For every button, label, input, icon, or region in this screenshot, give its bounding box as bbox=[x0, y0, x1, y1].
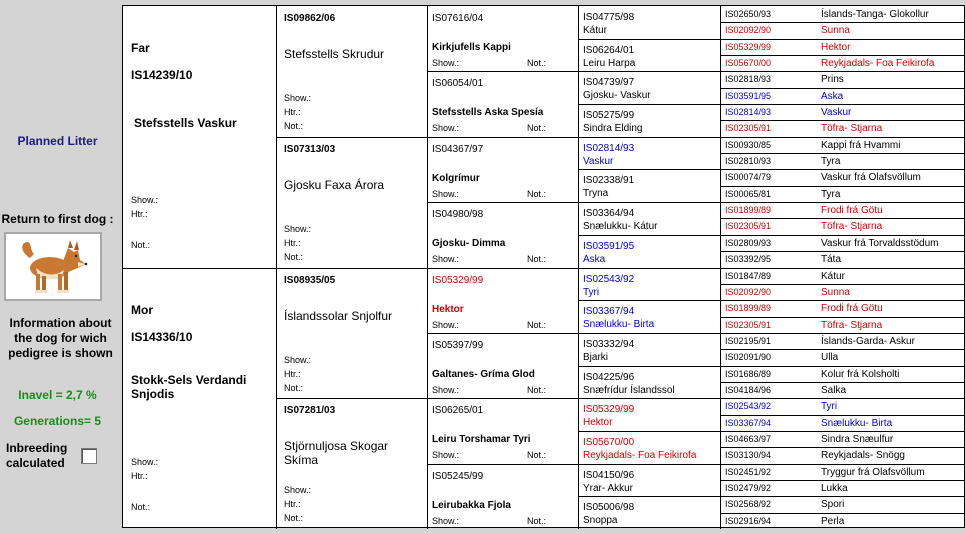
gen4-name[interactable]: Bjarki bbox=[583, 351, 609, 363]
gen5-reg: IS05670/00 bbox=[725, 58, 772, 69]
show-label: Show.: bbox=[432, 188, 460, 199]
htr-label: Htr.: bbox=[284, 499, 301, 510]
gen5-cell-27 bbox=[720, 447, 965, 463]
gen3-reg: IS06054/01 bbox=[432, 78, 484, 90]
row-divider bbox=[720, 447, 965, 448]
gen5-cell-8 bbox=[720, 137, 965, 153]
not-label: Not.: bbox=[527, 450, 547, 461]
row-divider bbox=[720, 284, 965, 285]
gen5-cell-12 bbox=[720, 202, 965, 218]
gen5-cell-3 bbox=[720, 55, 965, 71]
gen4-cell-2 bbox=[578, 71, 720, 104]
gen4-name[interactable]: Gjosku- Vaskur bbox=[583, 90, 651, 102]
gen5-reg: IS00074/79 bbox=[725, 172, 772, 183]
row-divider bbox=[276, 268, 427, 269]
row-divider bbox=[720, 137, 965, 138]
gen5-name[interactable]: Töfra- Stjarna bbox=[821, 221, 883, 233]
gen3-reg: IS04980/98 bbox=[432, 209, 484, 221]
row-divider bbox=[720, 513, 965, 514]
row-divider bbox=[427, 202, 578, 203]
row-divider bbox=[720, 169, 965, 170]
gen5-cell-4 bbox=[720, 71, 965, 87]
show-label: Show.: bbox=[284, 223, 312, 234]
gen5-name[interactable]: Táta bbox=[821, 254, 842, 266]
gen5-name[interactable]: Snælukku- Birta bbox=[821, 417, 893, 429]
gen4-reg: IS02543/92 bbox=[583, 273, 635, 285]
gen5-name[interactable]: Sunna bbox=[821, 25, 850, 37]
gen4-name[interactable]: Sindra Elding bbox=[583, 123, 643, 135]
gen5-reg: IS01899/89 bbox=[725, 303, 772, 314]
gen5-name[interactable]: Vaskur bbox=[821, 107, 852, 119]
gen4-name[interactable]: Leiru Harpa bbox=[583, 57, 636, 69]
parent-name[interactable]: Stefsstells Vaskur bbox=[134, 116, 237, 130]
gen5-cell-0 bbox=[720, 6, 965, 22]
row-divider bbox=[578, 104, 720, 105]
gen5-name[interactable]: Íslands-Garda- Askur bbox=[821, 335, 915, 347]
not-label: Not.: bbox=[131, 240, 151, 250]
gen3-cell-3 bbox=[427, 202, 578, 267]
gen5-reg: IS05329/99 bbox=[725, 41, 772, 52]
row-divider bbox=[427, 464, 578, 465]
gen4-reg: IS04775/98 bbox=[583, 12, 635, 23]
generations-value: Generations= 5 bbox=[13, 414, 102, 428]
gen5-reg: IS02814/93 bbox=[725, 107, 772, 118]
row-divider bbox=[720, 153, 965, 154]
gen3-reg: IS05397/99 bbox=[432, 339, 484, 351]
gen5-reg: IS02543/92 bbox=[725, 401, 772, 412]
row-divider bbox=[720, 333, 965, 334]
gen5-name[interactable]: Frodi frá Götu bbox=[821, 205, 883, 217]
gen5-name[interactable]: Perla bbox=[821, 515, 845, 527]
gen4-cell-14 bbox=[578, 464, 720, 497]
gen5-cell-20 bbox=[720, 333, 965, 349]
gen5-reg: IS02479/92 bbox=[725, 482, 772, 493]
gen2-cell-1 bbox=[276, 137, 427, 268]
gen4-name[interactable]: Kátur bbox=[583, 25, 607, 36]
gen4-reg: IS05275/99 bbox=[583, 110, 635, 122]
gen4-name[interactable]: Vaskur bbox=[583, 155, 614, 167]
gen5-name[interactable]: Reykjadals- Foa Feikirofa bbox=[821, 58, 935, 70]
gen4-cell-0 bbox=[578, 6, 720, 39]
row-divider bbox=[276, 398, 427, 399]
not-label: Not.: bbox=[527, 254, 547, 265]
row-divider bbox=[578, 39, 720, 40]
gen5-name[interactable]: Íslands-Tanga- Glokollur bbox=[821, 9, 929, 20]
row-divider bbox=[720, 317, 965, 318]
grandparent-name[interactable]: Stjörnuljosa Skogar Skíma bbox=[284, 439, 389, 468]
gen3-name[interactable]: Galtanes- Gríma Glod bbox=[432, 368, 535, 380]
gen4-name[interactable]: Tyri bbox=[583, 286, 600, 298]
gen5-reg: IS02195/91 bbox=[725, 335, 772, 346]
show-label: Show.: bbox=[432, 123, 460, 134]
gen5-reg: IS02451/92 bbox=[725, 466, 772, 477]
gen5-name[interactable]: Sindra Snæulfur bbox=[821, 433, 894, 445]
gen5-name[interactable]: Hektor bbox=[821, 41, 851, 53]
grandparent-reg: IS07313/03 bbox=[284, 143, 336, 155]
show-label: Show.: bbox=[284, 485, 312, 496]
row-divider bbox=[720, 366, 965, 367]
row-divider bbox=[578, 202, 720, 203]
gen4-cell-5 bbox=[578, 169, 720, 202]
gen4-name[interactable]: Hektor bbox=[583, 417, 613, 429]
gen5-reg: IS02092/90 bbox=[725, 286, 772, 297]
row-divider bbox=[427, 268, 578, 269]
not-label: Not.: bbox=[284, 513, 304, 524]
gen3-reg: IS04367/97 bbox=[432, 143, 484, 155]
gen3-name[interactable]: Leiru Torshamar Tyri bbox=[432, 434, 531, 446]
gen5-cell-9 bbox=[720, 153, 965, 169]
gen5-cell-23 bbox=[720, 382, 965, 398]
gen4-name[interactable]: Snæfrídur Íslandssol bbox=[583, 384, 675, 396]
htr-label: Htr.: bbox=[284, 237, 301, 248]
row-divider bbox=[427, 398, 578, 399]
gen3-reg: IS06265/01 bbox=[432, 405, 484, 417]
gen4-reg: IS04150/96 bbox=[583, 469, 635, 481]
inbreeding-checkbox[interactable] bbox=[81, 448, 97, 464]
not-label: Not.: bbox=[527, 319, 547, 330]
planned-litter-link[interactable]: Planned Litter bbox=[17, 134, 98, 148]
row-divider bbox=[720, 464, 965, 465]
gen4-reg: IS04225/96 bbox=[583, 371, 635, 383]
gen5-name[interactable]: Frodi frá Götu bbox=[821, 303, 883, 315]
show-label: Show.: bbox=[432, 254, 460, 265]
row-divider bbox=[276, 137, 427, 138]
not-label: Not.: bbox=[527, 515, 547, 526]
gen5-name[interactable]: Töfra- Stjarna bbox=[821, 123, 883, 135]
row-divider bbox=[427, 333, 578, 334]
inbreeding-calculated-label bbox=[6, 441, 115, 471]
row-divider bbox=[720, 251, 965, 252]
htr-label: Htr.: bbox=[131, 470, 148, 481]
gen4-cell-11 bbox=[578, 366, 720, 399]
parent-role: Mor bbox=[131, 302, 153, 317]
not-label: Not.: bbox=[527, 384, 547, 395]
show-label: Show.: bbox=[432, 58, 460, 68]
not-label: Not.: bbox=[527, 188, 547, 199]
gen5-reg: IS03367/94 bbox=[725, 417, 772, 428]
gen3-cell-2 bbox=[427, 137, 578, 202]
not-label: Not.: bbox=[527, 123, 547, 134]
gen5-reg: IS02091/90 bbox=[725, 352, 772, 363]
show-label: Show.: bbox=[432, 515, 460, 526]
htr-label: Htr.: bbox=[131, 209, 148, 219]
return-to-first-dog-label: Return to first dog : bbox=[1, 212, 114, 226]
gen5-cell-25 bbox=[720, 415, 965, 431]
row-divider bbox=[578, 431, 720, 432]
not-label: Not.: bbox=[284, 251, 304, 262]
gen5-reg: IS03392/95 bbox=[725, 254, 772, 265]
gen5-name[interactable]: Vaskur frá Olafsvöllum bbox=[821, 172, 921, 184]
grandparent-name[interactable]: Stefsstells Skrudur bbox=[284, 47, 385, 61]
row-divider bbox=[578, 398, 720, 399]
gen5-cell-28 bbox=[720, 464, 965, 480]
gen4-reg: IS05329/99 bbox=[583, 404, 635, 416]
not-label: Not.: bbox=[131, 501, 151, 512]
row-divider bbox=[720, 202, 965, 203]
gen3-name[interactable]: Stefsstells Aska Spesía bbox=[432, 107, 544, 119]
gen5-reg: IS02650/93 bbox=[725, 9, 772, 19]
gen5-cell-29 bbox=[720, 480, 965, 496]
gen4-name[interactable]: Aska bbox=[583, 253, 606, 265]
not-label: Not.: bbox=[284, 382, 304, 393]
gen5-cell-7 bbox=[720, 120, 965, 136]
gen5-reg: IS01686/89 bbox=[725, 368, 772, 379]
gen4-cell-1 bbox=[578, 39, 720, 72]
gen4-reg: IS02814/93 bbox=[583, 142, 635, 154]
gen5-name[interactable]: Sunna bbox=[821, 286, 850, 298]
row-divider bbox=[720, 71, 965, 72]
gen3-name[interactable]: Kolgrímur bbox=[432, 172, 480, 184]
gen4-reg: IS03367/94 bbox=[583, 306, 635, 318]
gen5-cell-15 bbox=[720, 251, 965, 267]
row-divider bbox=[720, 186, 965, 187]
gen3-cell-0 bbox=[427, 6, 578, 71]
gen5-name[interactable]: Prins bbox=[821, 74, 844, 86]
gen5-name[interactable]: Vaskur frá Torvaldsstödum bbox=[821, 237, 939, 249]
gen5-name[interactable]: Ulla bbox=[821, 352, 839, 364]
gen5-cell-31 bbox=[720, 513, 965, 529]
gen4-name[interactable]: Tryna bbox=[583, 188, 609, 200]
row-divider bbox=[720, 120, 965, 121]
parent-reg: IS14239/10 bbox=[131, 68, 193, 82]
gen5-reg: IS02809/93 bbox=[725, 237, 772, 248]
gen3-cell-1 bbox=[427, 71, 578, 136]
gen1-cell-0 bbox=[123, 6, 276, 268]
gen4-cell-6 bbox=[578, 202, 720, 235]
row-divider bbox=[720, 235, 965, 236]
gen4-cell-9 bbox=[578, 300, 720, 333]
row-divider bbox=[720, 382, 965, 383]
gen4-name[interactable]: Snoppa bbox=[583, 515, 618, 527]
gen4-cell-4 bbox=[578, 137, 720, 170]
grandparent-reg: IS07281/03 bbox=[284, 405, 336, 417]
gen5-cell-16 bbox=[720, 268, 965, 284]
show-label: Show.: bbox=[432, 384, 460, 395]
gen5-name[interactable]: Tryggur frá Olafsvöllum bbox=[821, 466, 925, 478]
show-label: Show.: bbox=[432, 450, 460, 461]
parent-name[interactable]: Stokk-Sels Verdandi Snjodis bbox=[131, 372, 247, 401]
gen5-reg: IS02916/94 bbox=[725, 515, 772, 526]
row-divider bbox=[720, 349, 965, 350]
gen5-reg: IS03591/95 bbox=[725, 90, 772, 101]
htr-label: Htr.: bbox=[284, 107, 301, 117]
gen5-name[interactable]: Tyra bbox=[821, 188, 841, 200]
gen4-cell-12 bbox=[578, 398, 720, 431]
gen4-reg: IS06264/01 bbox=[583, 44, 635, 56]
gen5-reg: IS02305/91 bbox=[725, 319, 772, 330]
gen5-reg: IS01899/89 bbox=[725, 205, 772, 216]
row-divider bbox=[720, 415, 965, 416]
gen5-cell-26 bbox=[720, 431, 965, 447]
gen3-name[interactable]: Leirubakka Fjola bbox=[432, 499, 511, 511]
gen3-cell-6 bbox=[427, 398, 578, 463]
parent-reg: IS14336/10 bbox=[131, 329, 193, 344]
row-divider bbox=[427, 137, 578, 138]
gen4-reg: IS02338/91 bbox=[583, 175, 635, 187]
gen5-name[interactable]: Tyra bbox=[821, 156, 841, 168]
gen5-cell-17 bbox=[720, 284, 965, 300]
gen5-cell-6 bbox=[720, 104, 965, 120]
gen4-name[interactable]: Snælukku- Kátur bbox=[583, 221, 658, 233]
gen5-cell-18 bbox=[720, 300, 965, 316]
gen4-cell-3 bbox=[578, 104, 720, 137]
not-label: Not.: bbox=[527, 58, 547, 68]
row-divider bbox=[720, 300, 965, 301]
gen3-name[interactable]: Kirkjufells Kappi bbox=[432, 42, 511, 53]
gen5-name[interactable]: Kátur bbox=[821, 270, 845, 282]
gen5-name[interactable]: Töfra- Stjarna bbox=[821, 319, 883, 331]
gen5-cell-24 bbox=[720, 398, 965, 414]
grandparent-reg: IS09862/06 bbox=[284, 13, 336, 24]
gen5-reg: IS04663/97 bbox=[725, 433, 772, 444]
gen5-cell-22 bbox=[720, 366, 965, 382]
gen4-name[interactable]: Snælukku- Birta bbox=[583, 319, 655, 331]
grandparent-reg: IS08935/05 bbox=[284, 274, 336, 286]
gen5-reg: IS02568/92 bbox=[725, 499, 772, 510]
not-label: Not.: bbox=[284, 121, 304, 131]
gen5-name[interactable]: Kappi frá Hvammi bbox=[821, 139, 901, 151]
gen5-reg: IS02092/90 bbox=[725, 25, 772, 36]
gen5-reg: IS00930/85 bbox=[725, 139, 772, 150]
gen5-cell-30 bbox=[720, 496, 965, 512]
gen2-cell-3 bbox=[276, 398, 427, 529]
row-divider bbox=[720, 268, 965, 269]
gen3-reg: IS05245/99 bbox=[432, 470, 484, 482]
gen5-reg: IS04184/96 bbox=[725, 384, 772, 395]
show-label: Show.: bbox=[131, 456, 159, 467]
row-divider bbox=[578, 268, 720, 269]
gen2-cell-0 bbox=[276, 6, 427, 137]
show-label: Show.: bbox=[284, 354, 312, 365]
sidebar bbox=[0, 0, 115, 533]
gen2-cell-2 bbox=[276, 268, 427, 399]
gen4-cell-10 bbox=[578, 333, 720, 366]
gen5-name[interactable]: Tyri bbox=[821, 401, 838, 413]
row-divider bbox=[720, 431, 965, 432]
row-divider bbox=[578, 300, 720, 301]
dog-info-link[interactable]: Information about the dog for wich pedigree is shown bbox=[8, 316, 113, 360]
gen5-name[interactable]: Reykjadals- Snögg bbox=[821, 450, 905, 462]
gen5-reg: IS02810/93 bbox=[725, 156, 772, 167]
parent-role: Far bbox=[131, 41, 150, 55]
row-divider bbox=[720, 218, 965, 219]
gen5-cell-14 bbox=[720, 235, 965, 251]
gen5-cell-21 bbox=[720, 349, 965, 365]
gen5-reg: IS02818/93 bbox=[725, 74, 772, 85]
gen5-reg: IS02305/91 bbox=[725, 123, 772, 134]
htr-label: Htr.: bbox=[284, 368, 301, 379]
row-divider bbox=[578, 496, 720, 497]
gen5-reg: IS03130/94 bbox=[725, 450, 772, 461]
gen5-cell-2 bbox=[720, 39, 965, 55]
show-label: Show.: bbox=[432, 319, 460, 330]
gen5-cell-10 bbox=[720, 169, 965, 185]
gen4-cell-13 bbox=[578, 431, 720, 464]
gen5-name[interactable]: Aska bbox=[821, 90, 844, 102]
row-divider bbox=[720, 39, 965, 40]
gen4-name[interactable]: Yrar- Akkur bbox=[583, 482, 634, 494]
row-divider bbox=[720, 480, 965, 481]
gen5-cell-13 bbox=[720, 218, 965, 234]
gen4-cell-7 bbox=[578, 235, 720, 268]
gen4-reg: IS03332/94 bbox=[583, 338, 635, 350]
row-divider bbox=[720, 398, 965, 399]
gen3-name[interactable]: Gjosku- Dimma bbox=[432, 238, 506, 250]
gen4-cell-15 bbox=[578, 496, 720, 529]
gen5-reg: IS01847/89 bbox=[725, 270, 772, 281]
gen5-cell-11 bbox=[720, 186, 965, 202]
gen4-name[interactable]: Reykjadals- Foa Feikirofa bbox=[583, 449, 697, 461]
dog-photo-icon bbox=[6, 234, 100, 299]
first-dog-image-button[interactable] bbox=[4, 232, 102, 301]
row-divider bbox=[720, 22, 965, 23]
gen4-reg: IS03591/95 bbox=[583, 240, 635, 252]
pedigree-table bbox=[122, 5, 965, 528]
gen4-reg: IS05670/00 bbox=[583, 436, 635, 448]
gen5-reg: IS02305/91 bbox=[725, 221, 772, 232]
row-divider bbox=[578, 235, 720, 236]
gen5-reg: IS00065/81 bbox=[725, 188, 772, 199]
row-divider bbox=[720, 496, 965, 497]
gen4-cell-8 bbox=[578, 268, 720, 301]
inbreeding-label-text: Inbreeding calculated bbox=[6, 441, 68, 470]
row-divider bbox=[427, 71, 578, 72]
gen4-reg: IS03364/94 bbox=[583, 208, 635, 220]
gen3-cell-5 bbox=[427, 333, 578, 398]
row-divider bbox=[578, 464, 720, 465]
grandparent-name[interactable]: Gjosku Faxa Árora bbox=[284, 177, 385, 192]
row-divider bbox=[578, 169, 720, 170]
row-divider bbox=[578, 71, 720, 72]
gen3-cell-4 bbox=[427, 268, 578, 333]
row-divider bbox=[578, 366, 720, 367]
row-divider bbox=[720, 55, 965, 56]
gen4-reg: IS05006/98 bbox=[583, 502, 635, 514]
gen5-cell-1 bbox=[720, 22, 965, 38]
row-divider bbox=[578, 137, 720, 138]
gen3-reg: IS07616/04 bbox=[432, 13, 484, 24]
gen4-reg: IS04739/97 bbox=[583, 77, 635, 89]
show-label: Show.: bbox=[284, 93, 312, 103]
gen3-reg: IS05329/99 bbox=[432, 274, 484, 286]
gen5-cell-19 bbox=[720, 317, 965, 333]
row-divider bbox=[578, 333, 720, 334]
show-label: Show.: bbox=[131, 195, 159, 205]
gen5-name[interactable]: Kolur frá Kolsholti bbox=[821, 368, 900, 380]
gen1-cell-1 bbox=[123, 268, 276, 530]
inavel-value: Inavel = 2,7 % bbox=[18, 388, 97, 402]
grandparent-name[interactable]: Íslandssolar Snjolfur bbox=[284, 308, 393, 323]
gen5-name[interactable]: Lukka bbox=[821, 482, 848, 494]
row-divider bbox=[123, 268, 276, 269]
gen5-cell-5 bbox=[720, 88, 965, 104]
gen5-name[interactable]: Spori bbox=[821, 499, 845, 511]
gen5-name[interactable]: Salka bbox=[821, 384, 847, 396]
row-divider bbox=[720, 104, 965, 105]
gen3-cell-7 bbox=[427, 464, 578, 529]
row-divider bbox=[720, 88, 965, 89]
gen3-name[interactable]: Hektor bbox=[432, 303, 464, 315]
